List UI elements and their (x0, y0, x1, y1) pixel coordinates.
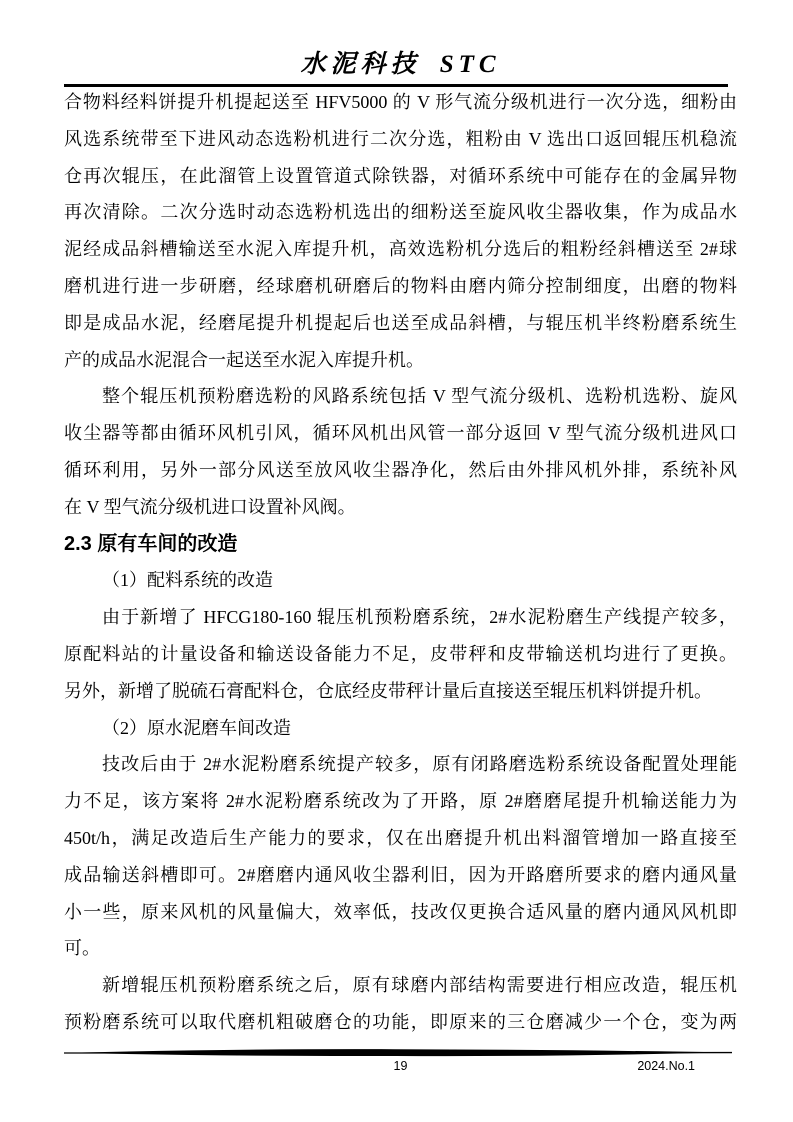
text-line: 即是成品水泥，经磨尾提升机提起后也送至成品斜槽，与辊压机半终粉磨系统生 (64, 312, 737, 333)
text-line: 预粉磨系统可以取代磨机粗破磨仓的功能，即原来的三仓磨减少一个仓，变为两 (64, 1011, 737, 1032)
document-body (64, 84, 737, 1041)
text-line: 力不足，该方案将 2#水泥粉磨系统改为了开路，原 2#磨磨尾提升机输送能力为 (64, 791, 737, 812)
page-number: 19 (393, 1059, 408, 1073)
text-line: 磨机进行进一步研磨，经球磨机研磨后的物料由磨内筛分控制细度，出磨的物料 (64, 275, 737, 296)
text-line: 合物料经料饼提升机提起送至 HFV5000 的 V 形气流分级机进行一次分选，细粉由 (64, 92, 737, 112)
text-line: 循环利用，另外一部分风送至放风收尘器净化，然后由外排风机外排，系统补风 (64, 459, 737, 480)
text-line: 原配料站的计量设备和输送设备能力不足，皮带秤和皮带输送机均进行了更换。 (64, 643, 737, 664)
text-line: 技改后由于 2#水泥粉磨系统提产较多，原有闭路磨选粉系统设备配置处理能 (102, 754, 737, 775)
text-line: 泥经成品斜槽输送至水泥入库提升机，高效选粉机分选后的粗粉经斜槽送至 2#球 (64, 239, 737, 260)
issue-label: 2024.No.1 (637, 1059, 695, 1073)
text-line: 收尘器等都由循环风机引风，循环风机出风管一部分返回 V 型气流分级机进风口 (64, 423, 737, 444)
journal-title: 水泥科技 STC (300, 51, 501, 78)
text-line: 450t/h，满足改造后生产能力的要求，仅在出磨提升机出料溜管增加一路直接至 (64, 827, 737, 848)
text-line: 另外，新增了脱硫石膏配料仓，仓底经皮带秤计量后直接送至辊压机料饼提升机。 (64, 680, 712, 701)
text-line: 产的成品水泥混合一起送至水泥入库提升机。 (64, 349, 424, 370)
section-heading: 2.3 原有车间的改造 (64, 532, 238, 555)
text-line: 可。 (64, 938, 100, 959)
sub-heading: （1）配料系统的改造 (102, 570, 273, 591)
text-line: 整个辊压机预粉磨选粉的风路系统包括 V 型气流分级机、选粉机选粉、旋风 (102, 386, 737, 407)
text-line: 仓再次辊压，在此溜管上设置管道式除铁器，对循环系统中可能存在的金属异物 (64, 165, 737, 186)
footer-meta (64, 1058, 737, 1078)
text-line: 风选系统带至下进风动态选粉机进行二次分选，粗粉由 V 选出口返回辊压机稳流 (64, 128, 737, 149)
page-footer (64, 1047, 737, 1078)
text-line: 小一些，原来风机的风量偏大，效率低，技改仅更换合适风量的磨内通风风机即 (64, 901, 737, 922)
text-line: 成品输送斜槽即可。2#磨磨内通风收尘器利旧，因为开路磨所要求的磨内通风量 (64, 864, 737, 885)
text-line: 再次清除。二次分选时动态选粉机选出的细粉送至旋风收尘器收集，作为成品水 (64, 202, 737, 223)
page-header (64, 44, 737, 80)
text-line: 新增辊压机预粉磨系统之后，原有球磨内部结构需要进行相应改造，辊压机 (102, 975, 737, 996)
sub-heading: （2）原水泥磨车间改造 (102, 717, 291, 738)
text-line: 由于新增了 HFCG180-160 辊压机预粉磨系统，2#水泥粉磨生产线提产较多， (102, 607, 737, 628)
footer-bar (64, 1047, 737, 1058)
text-line: 在 V 型气流分级机进口设置补风阀。 (64, 496, 356, 517)
